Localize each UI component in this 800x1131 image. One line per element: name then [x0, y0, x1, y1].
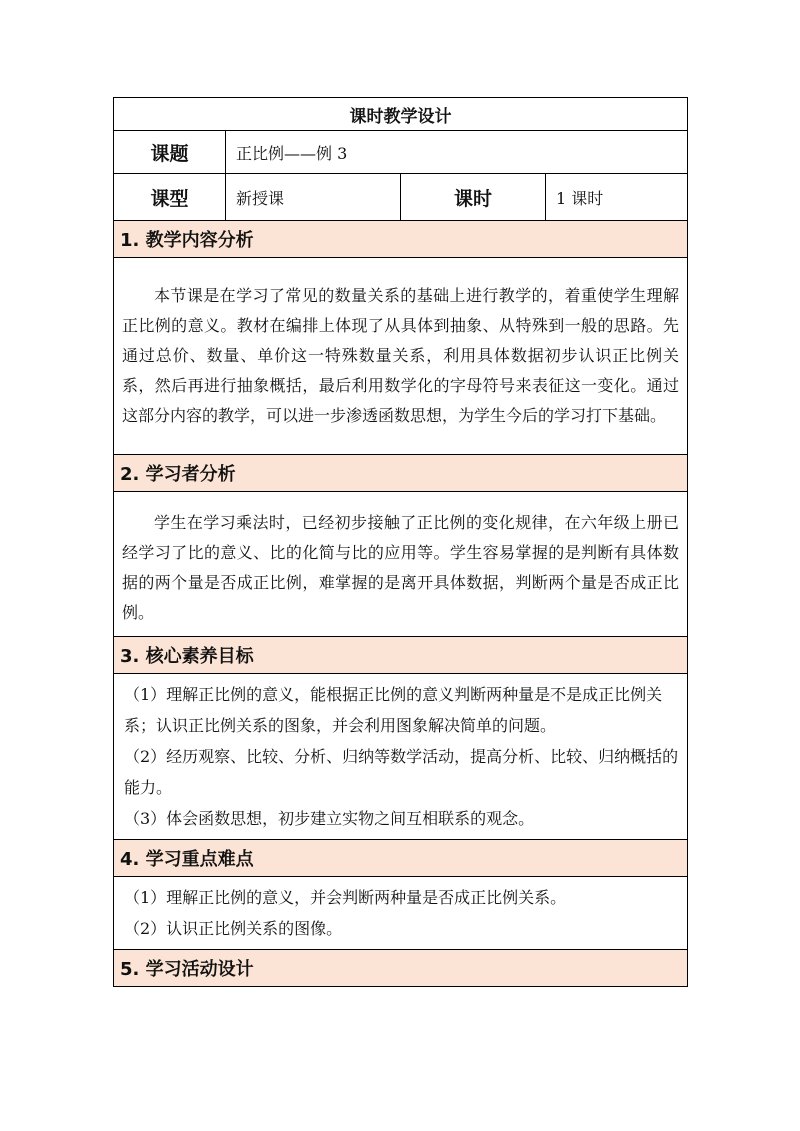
list-item: （1）理解正比例的意义，能根据正比例的意义判断两种量是不是成正比例关系；认识正比例关系的图象，并会利用图象解决简单的问题。 — [124, 685, 663, 735]
learner-analysis-paragraph: 学生在学习乘法时，已经初步接触了正比例的变化规律，在六年级上册已经学习了比的意义、比的化简与比的应用等。学生容易掌握的是判断有具体数据的两个量是否成正比例，难掌握的是离开具体数据，判断两个量是否成正比例。 — [122, 513, 679, 622]
period-label: 课时 — [401, 174, 546, 221]
section-heading-content-analysis: 1. 教学内容分析 — [114, 221, 688, 258]
section-body-content-analysis — [114, 258, 688, 455]
period-value: 1 课时 — [546, 174, 688, 221]
section-heading-activity-design: 5. 学习活动设计 — [114, 950, 688, 987]
table-title: 课时教学设计 — [114, 98, 688, 131]
list-item: （3）体会函数思想，初步建立实物之间互相联系的观念。 — [124, 809, 535, 828]
section-heading-learner-analysis: 2. 学习者分析 — [114, 455, 688, 492]
lesson-type-label: 课型 — [114, 174, 226, 221]
lesson-design-table — [113, 97, 688, 987]
section-heading-core-goals: 3. 核心素养目标 — [114, 637, 688, 674]
section-body-key-points — [114, 877, 688, 950]
list-item: （1）理解正比例的意义，并会判断两种量是否成正比例关系。 — [124, 888, 567, 907]
list-item: （2）认识正比例关系的图像。 — [124, 919, 343, 938]
topic-label: 课题 — [114, 131, 226, 174]
lesson-type-value: 新授课 — [226, 174, 401, 221]
content-analysis-paragraph: 本节课是在学习了常见的数量关系的基础上进行教学的，着重使学生理解正比例的意义。教材在编排上体现了从具体到抽象、从特殊到一般的思路。先通过总价、数量、单价这一特殊数量关系，利用具体数据初步认识正比例关系，然后再进行抽象概括，最后利用数学化的字母符号来表征这一变化。通过这部分内容的教学，可以进一步渗透函数思想，为学生今后的学习打下基础。 — [122, 286, 679, 425]
section-heading-key-points: 4. 学习重点难点 — [114, 840, 688, 877]
section-body-core-goals — [114, 674, 688, 840]
topic-value: 正比例——例 3 — [226, 131, 688, 174]
section-body-learner-analysis — [114, 492, 688, 637]
list-item: （2）经历观察、比较、分析、归纳等数学活动，提高分析、比较、归纳概括的能力。 — [124, 747, 679, 797]
